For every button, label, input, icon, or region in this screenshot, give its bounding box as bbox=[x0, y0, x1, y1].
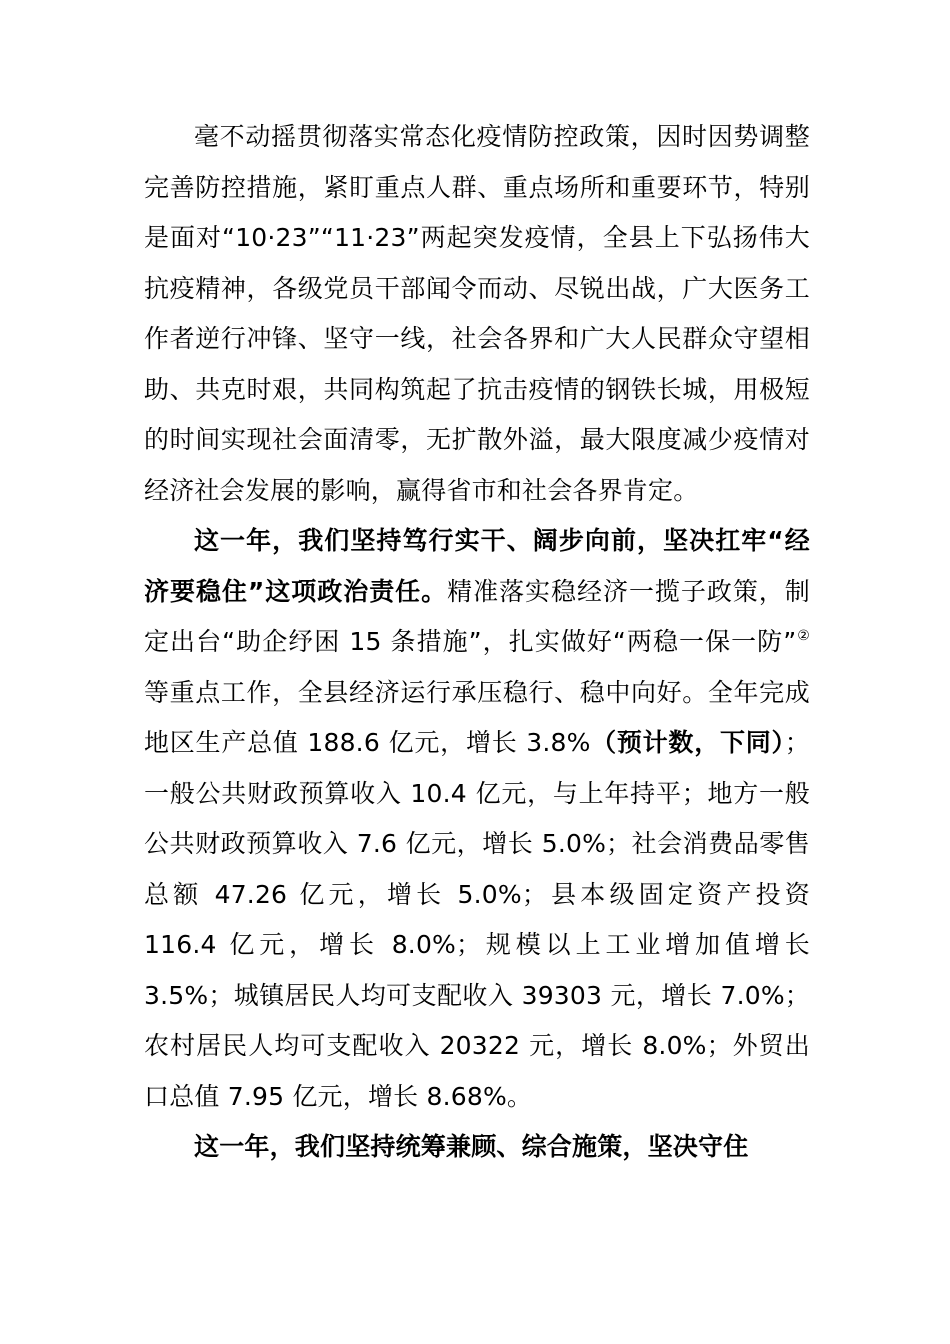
paragraph-lead-heading: 这一年，我们坚持笃行实干、阔步向前，坚决扛牢“经济要稳住”这项政治责任。 bbox=[144, 526, 810, 606]
paragraph-text: 等重点工作，全县经济运行承压稳行、稳中向好。全年完成地区生产总值 188.6 亿元，增长 3.8% bbox=[144, 677, 810, 757]
paragraph-text: 毫不动摇贯彻落实常态化疫情防控政策，因时因势调整完善防控措施，紧盯重点人群、重点场所和重要环节，特别是面对“10·23”“11·23”两起突发疫情，全县上下弘扬伟大抗疫精神，各级党员干部闻令而动、尽锐出战，广大医务工作者逆行冲锋、坚守一线，社会各界和广大人民群众守望相助、共克时艰，共同构筑起了抗击疫情的钢铁长城，用极短的时间实现社会面清零，无扩散外溢，最大限度减少疫情对经济社会发展的影响，赢得省市和社会各界肯定。 bbox=[144, 122, 810, 505]
paragraph-economy bbox=[144, 516, 810, 1122]
paragraph-lead-heading: 这一年，我们坚持统筹兼顾、综合施策，坚决守住 bbox=[194, 1132, 749, 1161]
document-body bbox=[144, 112, 810, 1173]
paragraph-text: 精准落实稳经济一揽子政策，制定出台“助企纾困 15 条措施”，扎实做好“两稳一保一防” bbox=[144, 576, 810, 656]
paragraph-epidemic-control bbox=[144, 112, 810, 516]
inline-note-bold: （预计数，下同） bbox=[590, 728, 785, 757]
paragraph-overall-planning bbox=[144, 1122, 810, 1173]
paragraph-text: ；一般公共财政预算收入 10.4 亿元，与上年持平；地方一般公共财政预算收入 7.6 亿元，增长 5.0%；社会消费品零售总额 47.26 亿元，增长 5.0%；县本级固定资产投资 116.4 亿元，增长 8.0%；规模以上工业增加值增长 3.5%；城镇居民人均可支配收入 39303 元，增长 7.0%；农村居民人均可支配收入 20322 元，增长 8.0%；外贸出口总值 7.95 亿元，增长 8.68%。 bbox=[144, 728, 810, 1111]
footnote-marker: ② bbox=[796, 628, 810, 644]
